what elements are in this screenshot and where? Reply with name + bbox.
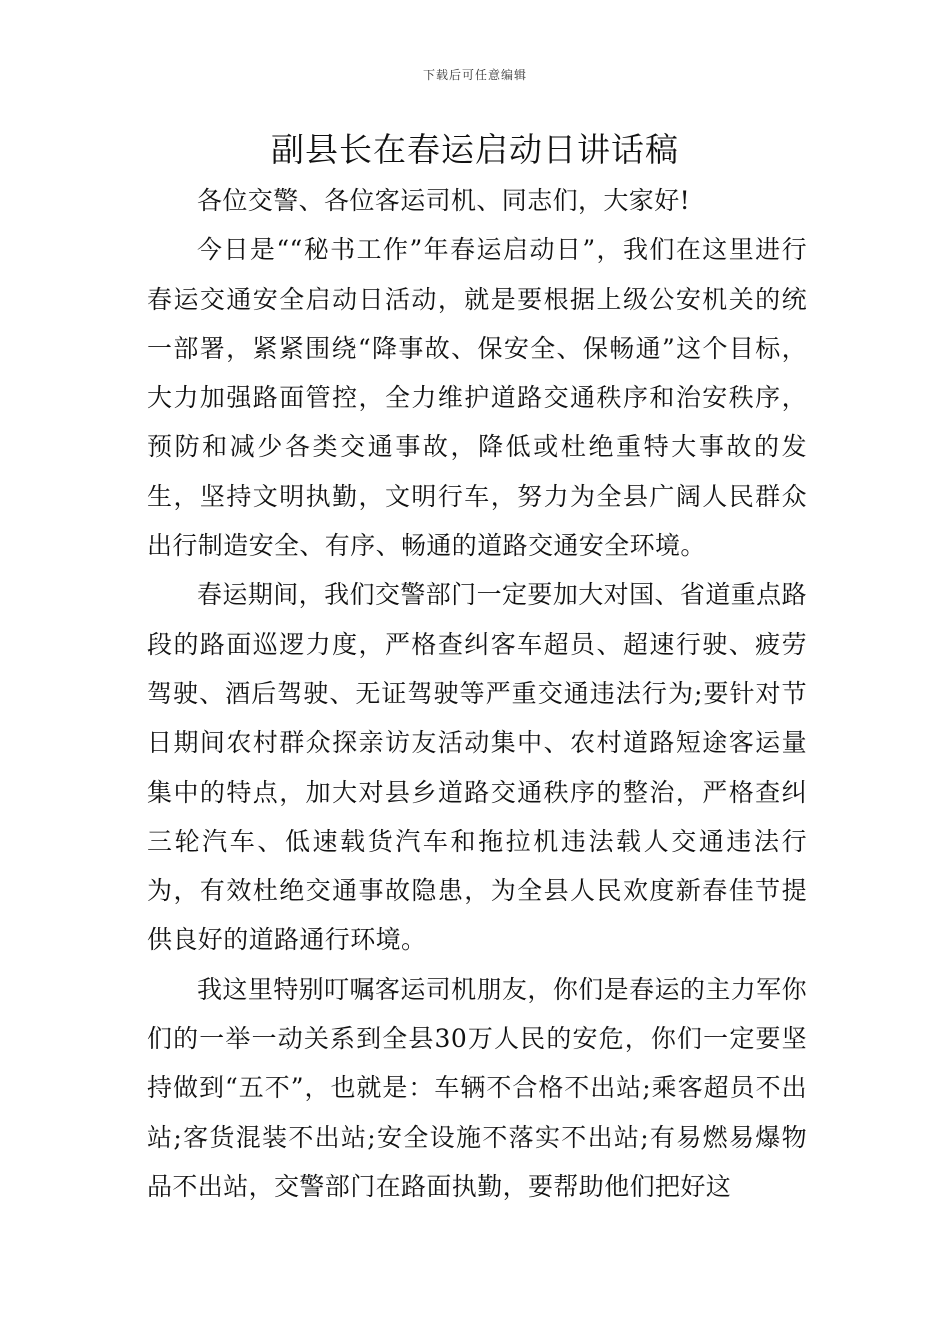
paragraph-greeting: 各位交警、各位客运司机、同志们，大家好! [197,186,691,215]
document-body [147,176,807,1211]
paragraph-2: 春运期间，我们交警部门一定要加大对国、省道重点路段的路面巡逻力度，严格查纠客车超员、超速行驶、疲劳驾驶、酒后驾驶、无证驾驶等严重交通违法行为;要针对节日期间农村群众探亲访友活动集中、农村道路短途客运量集中的特点，加大对县乡道路交通秩序的整治，严格查纠三轮汽车、低速载货汽车和拖拉机违法载人交通违法行为，有效杜绝交通事故隐患，为全县人民欢度新春佳节提供良好的道路通行环境。 [147,580,807,955]
page-title: 副县长在春运启动日讲话稿 [271,130,679,169]
header-note: 下载后可任意编辑 [422,68,527,82]
paragraph-3: 我这里特别叮嘱客运司机朋友，你们是春运的主力军你们的一举一动关系到全县30万人民的安危，你们一定要坚持做到“五不”，也就是：车辆不合格不出站;乘客超员不出站;客货混装不出站;安全设施不落实不出站;有易燃易爆物品不出站，交警部门在路面执勤，要帮助他们把好这 [147,974,807,1201]
paragraph-1: 今日是““秘书工作”年春运启动日”，我们在这里进行春运交通安全启动日活动，就是要根据上级公安机关的统一部署，紧紧围绕“降事故、保安全、保畅通”这个目标，大力加强路面管控，全力维护道路交通秩序和治安秩序，预防和减少各类交通事故，降低或杜绝重特大事故的发生，坚持文明执勤，文明行车，努力为全县广阔人民群众出行制造安全、有序、畅通的道路交通安全环境。 [147,235,807,561]
